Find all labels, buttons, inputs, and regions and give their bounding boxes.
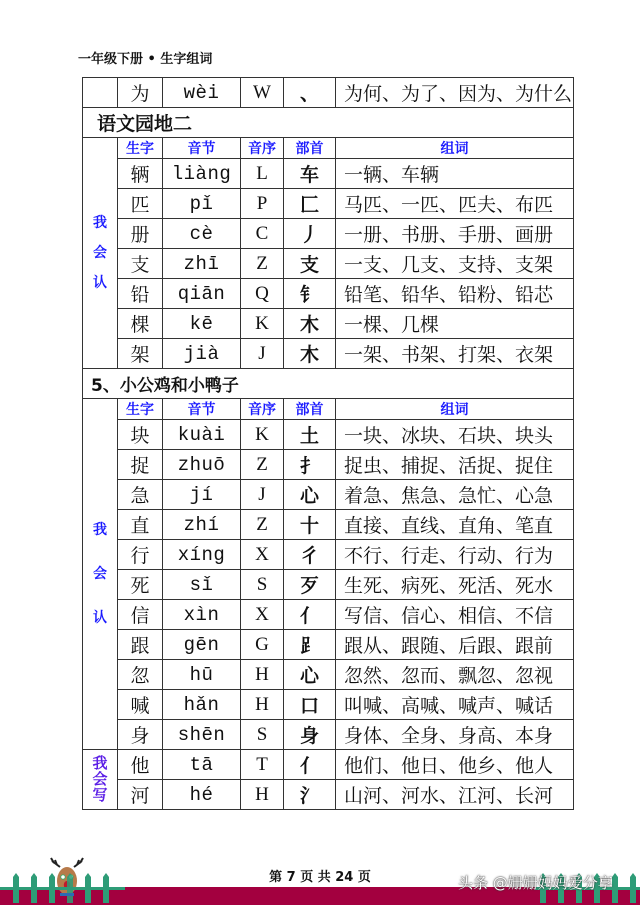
side-label-wo-hui-xie: 我 会 写 — [83, 750, 118, 810]
radical-cell: 丿 — [284, 219, 336, 249]
header-char: 生字 — [118, 399, 163, 420]
radical-cell: 十 — [284, 510, 336, 540]
page-number: 第 7 页 共 24 页 — [269, 870, 371, 885]
character-cell: 棵 — [118, 309, 163, 339]
order-cell: W — [241, 78, 284, 108]
radical-cell: 木 — [284, 339, 336, 369]
header-order: 音序 — [241, 138, 284, 159]
character-cell: 册 — [118, 219, 163, 249]
order-cell: Z — [241, 450, 284, 480]
words-cell: 一辆、车辆 — [336, 159, 574, 189]
pinyin-cell: wèi — [163, 78, 241, 108]
pinyin-cell: qiān — [163, 279, 241, 309]
words-cell: 忽然、忽而、飘忽、忽视 — [336, 660, 574, 690]
table-row — [83, 279, 574, 309]
order-cell: Q — [241, 279, 284, 309]
order-cell: H — [241, 780, 284, 810]
words-cell: 叫喊、高喊、喊声、喊话 — [336, 690, 574, 720]
order-cell: C — [241, 219, 284, 249]
words-cell: 山河、河水、江河、长河 — [336, 780, 574, 810]
radical-cell: 歹 — [284, 570, 336, 600]
radical-cell: 钅 — [284, 279, 336, 309]
order-cell: S — [241, 720, 284, 750]
header-words: 组词 — [336, 138, 574, 159]
pinyin-cell: sǐ — [163, 570, 241, 600]
header-pinyin: 音节 — [163, 399, 241, 420]
character-cell: 死 — [118, 570, 163, 600]
pinyin-cell: zhuō — [163, 450, 241, 480]
section-title-row — [83, 108, 574, 138]
radical-cell: 、 — [284, 78, 336, 108]
radical-cell: 氵 — [284, 780, 336, 810]
character-cell: 河 — [118, 780, 163, 810]
words-cell: 马匹、一匹、匹夫、布匹 — [336, 189, 574, 219]
pinyin-cell: jià — [163, 339, 241, 369]
table-row — [83, 660, 574, 690]
pinyin-cell: gēn — [163, 630, 241, 660]
table-row — [83, 219, 574, 249]
order-cell: J — [241, 480, 284, 510]
order-cell: S — [241, 570, 284, 600]
character-cell: 为 — [118, 78, 163, 108]
watermark-text: 头条 @姗姗妈妈爱分享 — [458, 874, 613, 892]
character-cell: 辆 — [118, 159, 163, 189]
header-char: 生字 — [118, 138, 163, 159]
order-cell: X — [241, 540, 284, 570]
words-cell: 一册、书册、手册、画册 — [336, 219, 574, 249]
radical-cell: 心 — [284, 480, 336, 510]
words-cell: 直接、直线、直角、笔直 — [336, 510, 574, 540]
character-cell: 信 — [118, 600, 163, 630]
table-row — [83, 249, 574, 279]
pinyin-cell: hū — [163, 660, 241, 690]
order-cell: H — [241, 660, 284, 690]
pinyin-cell: jí — [163, 480, 241, 510]
header-pinyin: 音节 — [163, 138, 241, 159]
table-row — [83, 600, 574, 630]
page-header-title: 一年级下册 • 生字组词 — [78, 52, 213, 67]
pinyin-cell: zhí — [163, 510, 241, 540]
radical-cell: 支 — [284, 249, 336, 279]
character-cell: 跟 — [118, 630, 163, 660]
radical-cell: 亻 — [284, 750, 336, 780]
radical-cell: 亻 — [284, 600, 336, 630]
words-cell: 捉虫、捕捉、活捉、捉住 — [336, 450, 574, 480]
words-cell: 一块、冰块、石块、块头 — [336, 420, 574, 450]
words-cell: 身体、全身、身高、本身 — [336, 720, 574, 750]
vocabulary-table — [82, 77, 574, 810]
table-row — [83, 750, 574, 780]
character-cell: 急 — [118, 480, 163, 510]
section-title-row — [83, 369, 574, 399]
pinyin-cell: hǎn — [163, 690, 241, 720]
section-title-yuwen-yuandi-2: 语文园地二 — [83, 108, 574, 138]
words-cell: 一棵、几棵 — [336, 309, 574, 339]
table-row — [83, 540, 574, 570]
order-cell: K — [241, 309, 284, 339]
character-cell: 铅 — [118, 279, 163, 309]
character-cell: 捉 — [118, 450, 163, 480]
order-cell: T — [241, 750, 284, 780]
order-cell: H — [241, 690, 284, 720]
radical-cell: 扌 — [284, 450, 336, 480]
order-cell: X — [241, 600, 284, 630]
radical-cell: ⻊ — [284, 630, 336, 660]
pinyin-cell: pǐ — [163, 189, 241, 219]
side-label-wo-hui-ren: 我 会 认 — [83, 399, 118, 750]
pinyin-cell: tā — [163, 750, 241, 780]
section-title-lesson-5: 5、小公鸡和小鸭子 — [83, 369, 574, 399]
words-cell: 着急、焦急、急忙、心急 — [336, 480, 574, 510]
vocabulary-table-body — [83, 78, 574, 810]
header-words: 组词 — [336, 399, 574, 420]
words-cell: 铅笔、铅华、铅粉、铅芯 — [336, 279, 574, 309]
radical-cell: 木 — [284, 309, 336, 339]
table-row — [83, 510, 574, 540]
character-cell: 架 — [118, 339, 163, 369]
column-header-row — [83, 399, 574, 420]
table-row — [83, 450, 574, 480]
table-row — [83, 480, 574, 510]
pinyin-cell: cè — [163, 219, 241, 249]
pinyin-cell: zhī — [163, 249, 241, 279]
pinyin-cell: xíng — [163, 540, 241, 570]
character-cell: 块 — [118, 420, 163, 450]
order-cell: Z — [241, 510, 284, 540]
table-row — [83, 159, 574, 189]
header-radical: 部首 — [284, 399, 336, 420]
words-cell: 为何、为了、因为、为什么 — [336, 78, 574, 108]
radical-cell: 口 — [284, 690, 336, 720]
order-cell: J — [241, 339, 284, 369]
side-cell-empty — [83, 78, 118, 108]
radical-cell: 土 — [284, 420, 336, 450]
column-header-row — [83, 138, 574, 159]
table-row — [83, 780, 574, 810]
table-row — [83, 720, 574, 750]
character-cell: 忽 — [118, 660, 163, 690]
character-cell: 匹 — [118, 189, 163, 219]
radical-cell: 心 — [284, 660, 336, 690]
character-cell: 他 — [118, 750, 163, 780]
pinyin-cell: xìn — [163, 600, 241, 630]
character-cell: 支 — [118, 249, 163, 279]
pinyin-cell: hé — [163, 780, 241, 810]
order-cell: Z — [241, 249, 284, 279]
words-cell: 跟从、跟随、后跟、跟前 — [336, 630, 574, 660]
order-cell: P — [241, 189, 284, 219]
header-radical: 部首 — [284, 138, 336, 159]
words-cell: 一架、书架、打架、衣架 — [336, 339, 574, 369]
words-cell: 写信、信心、相信、不信 — [336, 600, 574, 630]
words-cell: 生死、病死、死活、死水 — [336, 570, 574, 600]
table-row — [83, 78, 574, 108]
order-cell: L — [241, 159, 284, 189]
character-cell: 直 — [118, 510, 163, 540]
pinyin-cell: shēn — [163, 720, 241, 750]
table-row — [83, 690, 574, 720]
radical-cell: 匚 — [284, 189, 336, 219]
table-row — [83, 420, 574, 450]
table-row — [83, 630, 574, 660]
header-order: 音序 — [241, 399, 284, 420]
table-row — [83, 339, 574, 369]
character-cell: 身 — [118, 720, 163, 750]
table-row — [83, 189, 574, 219]
words-cell: 不行、行走、行动、行为 — [336, 540, 574, 570]
pinyin-cell: liàng — [163, 159, 241, 189]
words-cell: 一支、几支、支持、支架 — [336, 249, 574, 279]
side-label-wo-hui-ren: 我 会 认 — [83, 138, 118, 369]
table-row — [83, 570, 574, 600]
character-cell: 喊 — [118, 690, 163, 720]
pinyin-cell: kē — [163, 309, 241, 339]
radical-cell: 彳 — [284, 540, 336, 570]
order-cell: K — [241, 420, 284, 450]
radical-cell: 车 — [284, 159, 336, 189]
pinyin-cell: kuài — [163, 420, 241, 450]
words-cell: 他们、他日、他乡、他人 — [336, 750, 574, 780]
table-row — [83, 309, 574, 339]
order-cell: G — [241, 630, 284, 660]
character-cell: 行 — [118, 540, 163, 570]
radical-cell: 身 — [284, 720, 336, 750]
